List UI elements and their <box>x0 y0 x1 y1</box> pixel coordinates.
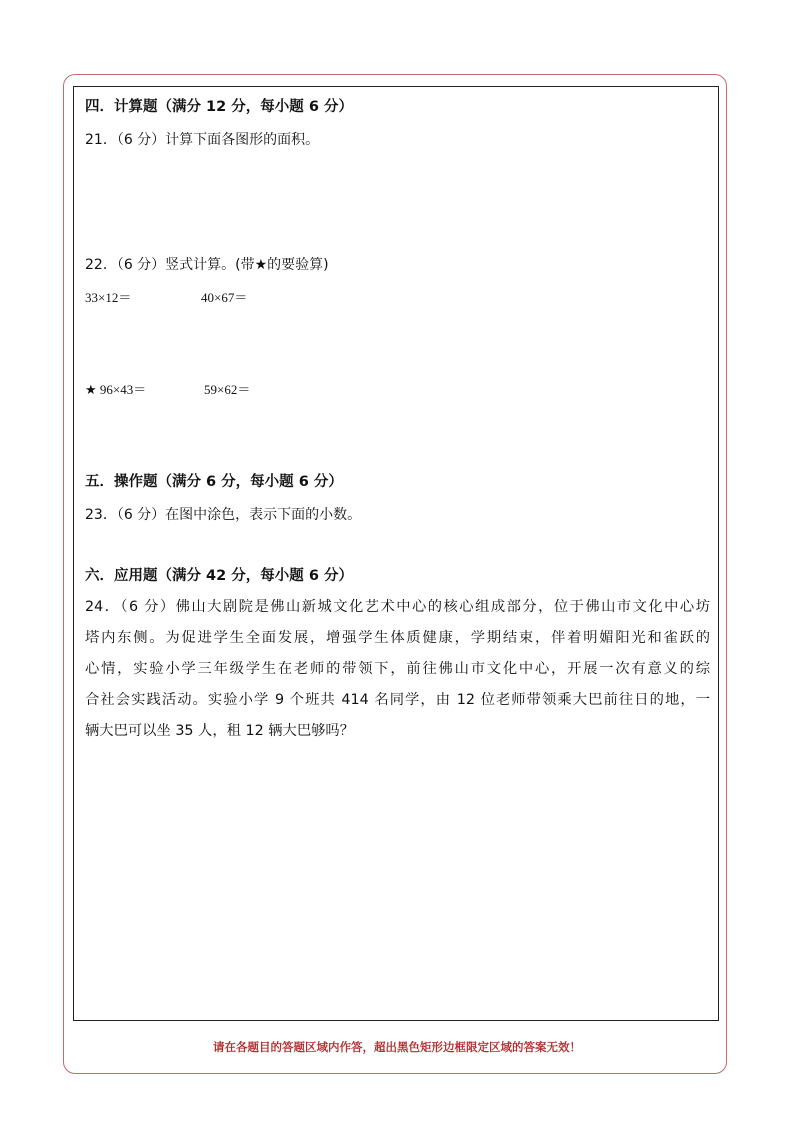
question-24-line-5: 辆大巴可以坐 35 人，租 12 辆大巴够吗？ <box>85 723 355 739</box>
section-6-heading: 六．应用题（满分 42 分，每小题 6 分） <box>85 568 353 584</box>
calc-item-2: 40×67＝ <box>201 290 248 305</box>
calc-item-1: 33×12＝ <box>85 290 132 305</box>
question-22-text: 22．（6 分）竖式计算。(带★的要验算) <box>85 257 329 273</box>
question-24-line-2: 塔内东侧。为促进学生全面发展，增强学生体质健康，学期结束，伴着明媚阳光和雀跃的 <box>85 630 710 646</box>
question-21-text: 21．（6 分）计算下面各图形的面积。 <box>85 132 320 148</box>
question-24-line-1: 24．（6 分）佛山大剧院是佛山新城文化艺术中心的核心组成部分，位于佛山市文化中心坊 <box>85 599 710 615</box>
answer-area-warning: 请在各题目的答题区域内作答，超出黑色矩形边框限定区域的答案无效！ <box>213 1040 581 1054</box>
calc-item-4: 59×62＝ <box>204 382 251 397</box>
question-24-line-4: 合社会实践活动。实验小学 9 个班共 414 名同学，由 12 位老师带领乘大巴前往日的地，一 <box>85 692 710 708</box>
section-5-heading: 五．操作题（满分 6 分，每小题 6 分） <box>85 474 343 490</box>
calc-item-3: ★ 96×43＝ <box>85 382 147 397</box>
answer-area-border <box>73 86 719 1021</box>
section-4-heading: 四．计算题（满分 12 分，每小题 6 分） <box>85 99 353 115</box>
question-24-line-3: 心情，实验小学三年级学生在老师的带领下，前往佛山市文化中心，开展一次有意义的综 <box>85 661 710 677</box>
question-23-text: 23．（6 分）在图中涂色，表示下面的小数。 <box>85 507 362 523</box>
